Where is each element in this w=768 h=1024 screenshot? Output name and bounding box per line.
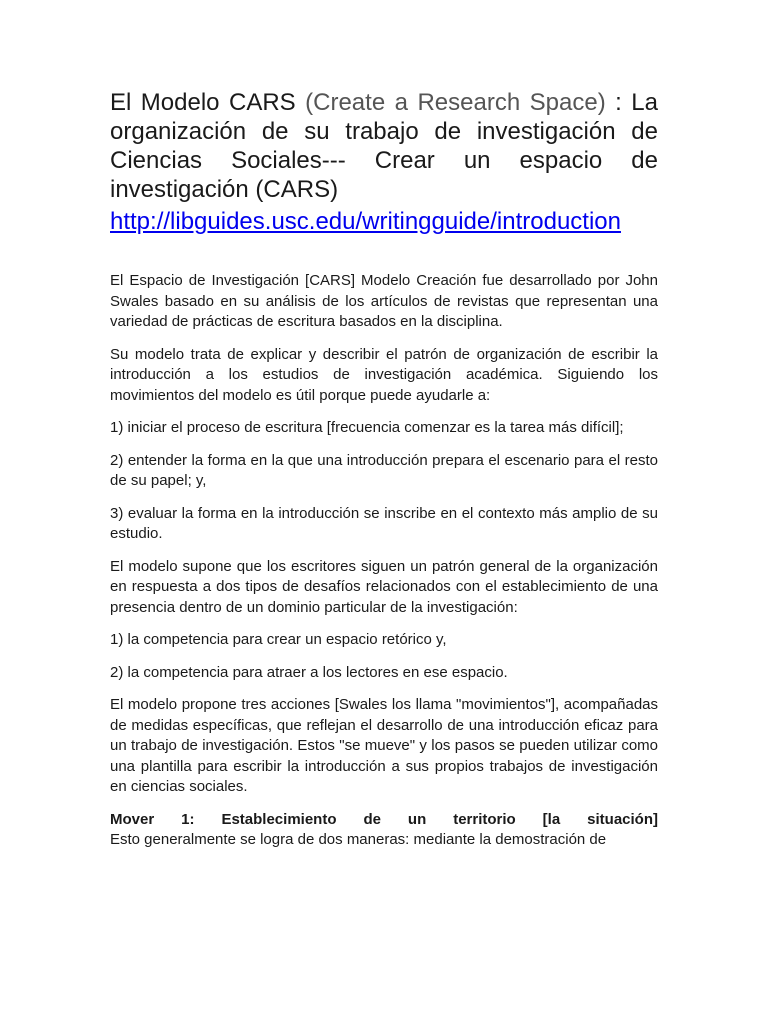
title-english-name: (Create a Research Space) (305, 89, 606, 116)
paragraph-intro: El Espacio de Investigación [CARS] Modelo Creación fue desarrollado por John Swales basado en su análisis de los artículos de revistas que representan una variedad de prácticas de escritura basados en la disciplina. (110, 272, 658, 330)
paragraph-move-1-start: Esto generalmente se logra de dos maneras: mediante la demostración de (110, 831, 607, 848)
document-body (110, 271, 658, 851)
paragraph-moves: El modelo propone tres acciones [Swales los llama "movimientos"], acompañadas de medidas específicas, que reflejan el desarrollo de una introducción eficaz para un trabajo de investigación. Estos "se mueve" y los pasos se pueden utilizar como una plantilla para escribir la introducción a sus propios trabajos de investigación en ciencias sociales. (110, 696, 658, 795)
section-heading-move-1: Mover 1: Establecimiento de un territorio [la situación] (110, 810, 658, 828)
title-part-1: El Modelo CARS (110, 89, 306, 116)
list-item-benefit-1: 1) iniciar el proceso de escritura [frecuencia comenzar es la tarea más difícil]; (110, 419, 624, 436)
list-item-challenge-1: 1) la competencia para crear un espacio retórico y, (110, 631, 447, 648)
title-part-2: : La organización de su trabajo de investigación de Ciencias Sociales--- Crear un espacio de investigación (CARS) (110, 89, 658, 203)
paragraph-model-assumption: El modelo supone que los escritores siguen un patrón general de la organización en respuesta a dos tipos de desafíos relacionados con el establecimiento de una presencia dentro de un dominio particular de la investigación: (110, 557, 658, 616)
list-item-challenge-2: 2) la competencia para atraer a los lectores en ese espacio. (110, 663, 508, 681)
list-item-benefit-2: 2) entender la forma en la que una introducción prepara el escenario para el resto de su papel; y, (110, 451, 658, 489)
document-page (110, 88, 658, 851)
paragraph-model-purpose: Su modelo trata de explicar y describir el patrón de organización de escribir la introducción a los estudios de investigación académica. Siguiendo los movimientos del modelo es útil porque puede ayudarle a: (110, 345, 658, 404)
source-link[interactable]: http://libguides.usc.edu/writingguide/introduction (110, 208, 621, 235)
list-item-benefit-3: 3) evaluar la forma en la introducción se inscribe en el contexto más amplio de su estudio. (110, 504, 658, 542)
document-title (110, 88, 658, 204)
